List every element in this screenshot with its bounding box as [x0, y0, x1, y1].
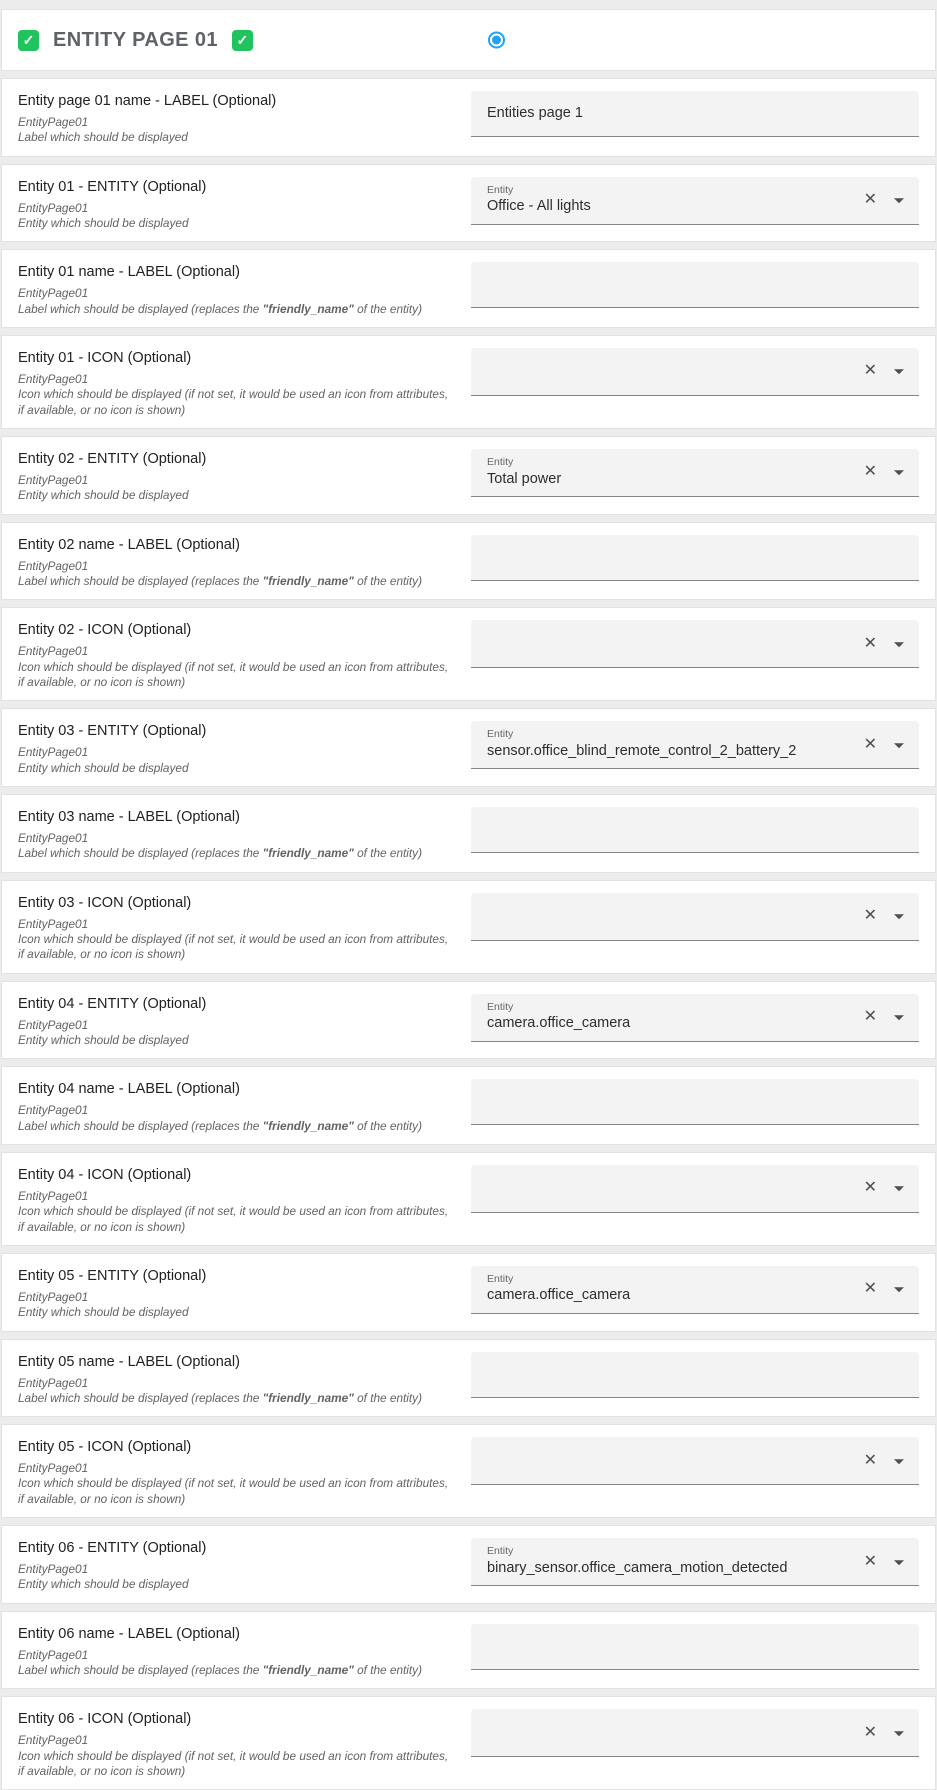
label-input[interactable] — [471, 262, 919, 308]
field-title: Entity 06 name - LABEL (Optional) — [18, 1625, 240, 1642]
dropdown-arrow-icon[interactable] — [894, 1560, 904, 1565]
field-description: Entity which should be displayed — [18, 1577, 189, 1592]
row-control — [471, 620, 919, 690]
row-info — [18, 1624, 471, 1679]
clear-icon[interactable]: ✕ — [863, 1280, 877, 1298]
row-entity03-entity — [1, 708, 936, 787]
field-key: EntityPage01 — [18, 371, 89, 386]
input-value — [487, 821, 849, 838]
row-info — [18, 1538, 471, 1593]
input-value — [487, 1638, 849, 1655]
row-info — [18, 1352, 471, 1407]
row-info — [18, 91, 471, 146]
clear-icon[interactable]: ✕ — [863, 1723, 877, 1741]
selected-entity: sensor.office_blind_remote_control_2_battery_2 — [487, 742, 797, 759]
row-entity06-name-label — [1, 1611, 936, 1690]
field-key: EntityPage01 — [18, 1461, 89, 1476]
check-icon: ✓ — [22, 32, 35, 48]
entity-select[interactable] — [471, 1266, 919, 1314]
page-title: ENTITY PAGE 01 — [53, 28, 218, 51]
entity-select[interactable] — [471, 1538, 919, 1586]
row-info — [18, 262, 471, 317]
clear-icon[interactable]: ✕ — [863, 1008, 877, 1026]
page-radio-button[interactable] — [488, 32, 505, 49]
label-input[interactable] — [471, 1352, 919, 1398]
row-info — [18, 721, 471, 776]
clear-icon[interactable]: ✕ — [863, 463, 877, 481]
field-key: EntityPage01 — [18, 472, 89, 487]
dropdown-arrow-icon[interactable] — [894, 471, 904, 476]
field-description: Label which should be displayed (replaces the "friendly_name" of the entity) — [18, 1118, 423, 1133]
row-info — [18, 1079, 471, 1134]
field-key: EntityPage01 — [18, 1289, 89, 1304]
row-info — [18, 893, 471, 963]
page-name-input[interactable] — [471, 91, 919, 137]
clear-icon[interactable]: ✕ — [863, 1179, 877, 1197]
clear-icon[interactable]: ✕ — [863, 907, 877, 925]
field-description: Icon which should be displayed (if not set, it would be used an icon from attributes, if available, or no icon is shown) — [18, 1204, 449, 1234]
row-control — [471, 262, 919, 317]
field-title: Entity 04 - ENTITY (Optional) — [18, 995, 207, 1012]
field-key: EntityPage01 — [18, 286, 89, 301]
clear-icon[interactable]: ✕ — [863, 362, 877, 380]
field-description: Label which should be displayed (replaces the "friendly_name" of the entity) — [18, 846, 423, 861]
field-title: Entity 01 name - LABEL (Optional) — [18, 264, 240, 281]
clear-icon[interactable]: ✕ — [863, 735, 877, 753]
selected-entity: Total power — [487, 470, 562, 487]
field-description: Label which should be displayed (replaces the "friendly_name" of the entity) — [18, 1663, 423, 1678]
dropdown-arrow-icon[interactable] — [894, 370, 904, 375]
icon-select[interactable] — [471, 1165, 919, 1213]
page-secondary-checkbox[interactable] — [232, 30, 253, 51]
icon-select[interactable] — [471, 893, 919, 941]
input-value — [487, 1366, 849, 1383]
row-info — [18, 449, 471, 504]
clear-icon[interactable]: ✕ — [863, 191, 877, 209]
row-entity05-icon — [1, 1424, 936, 1518]
field-floating-label: Entity — [487, 1272, 514, 1285]
dropdown-arrow-icon[interactable] — [894, 642, 904, 647]
check-icon: ✓ — [236, 32, 249, 48]
row-entity03-name-label — [1, 794, 936, 873]
dropdown-arrow-icon[interactable] — [894, 1288, 904, 1293]
row-entity02-entity — [1, 436, 936, 515]
field-key: EntityPage01 — [18, 1375, 89, 1390]
dropdown-arrow-icon[interactable] — [894, 1015, 904, 1020]
icon-select[interactable] — [471, 620, 919, 668]
row-control — [471, 1624, 919, 1679]
entity-select[interactable] — [471, 994, 919, 1042]
field-key: EntityPage01 — [18, 200, 89, 215]
field-description: Icon which should be displayed (if not set, it would be used an icon from attributes, if available, or no icon is shown) — [18, 387, 449, 417]
field-description: Entity which should be displayed — [18, 1305, 189, 1320]
field-key: EntityPage01 — [18, 745, 89, 760]
row-info — [18, 1165, 471, 1235]
row-control — [471, 1165, 919, 1235]
field-description: Label which should be displayed — [18, 130, 188, 145]
row-info — [18, 348, 471, 418]
row-control — [471, 348, 919, 418]
field-floating-label: Entity — [487, 1000, 514, 1013]
field-title: Entity 01 - ICON (Optional) — [18, 349, 192, 366]
dropdown-arrow-icon[interactable] — [894, 1731, 904, 1736]
row-control — [471, 1266, 919, 1321]
radio-dot-icon — [492, 36, 501, 45]
input-value — [487, 549, 849, 566]
field-title: Entity 04 - ICON (Optional) — [18, 1166, 192, 1183]
row-entity04-name-label — [1, 1066, 936, 1145]
field-description: Icon which should be displayed (if not set, it would be used an icon from attributes, if available, or no icon is shown) — [18, 1748, 449, 1779]
field-title: Entity 05 name - LABEL (Optional) — [18, 1353, 240, 1370]
entity-select[interactable] — [471, 177, 919, 225]
field-title: Entity 03 name - LABEL (Optional) — [18, 808, 240, 825]
field-key: EntityPage01 — [18, 1103, 89, 1118]
field-title: Entity 02 - ENTITY (Optional) — [18, 450, 207, 467]
row-page-name-label — [1, 78, 936, 157]
row-control — [471, 1709, 919, 1779]
page-header — [1, 9, 936, 71]
field-description: Icon which should be displayed (if not set, it would be used an icon from attributes, if available, or no icon is shown) — [18, 659, 449, 689]
row-control — [471, 893, 919, 963]
field-title: Entity 03 - ICON (Optional) — [18, 894, 192, 911]
row-info — [18, 994, 471, 1049]
row-control — [471, 535, 919, 590]
row-entity06-entity — [1, 1525, 936, 1604]
row-control — [471, 1437, 919, 1507]
field-description: Entity which should be displayed — [18, 215, 189, 230]
dropdown-arrow-icon[interactable] — [894, 914, 904, 919]
field-floating-label: Entity — [487, 456, 514, 468]
selected-entity: Office - All lights — [487, 198, 591, 215]
input-value: Entities page 1 — [487, 104, 583, 121]
row-info — [18, 1709, 471, 1779]
row-control — [471, 177, 919, 232]
selected-entity: camera.office_camera — [487, 1287, 631, 1304]
row-info — [18, 535, 471, 590]
field-floating-label: Entity — [487, 183, 514, 196]
row-entity02-name-label — [1, 522, 936, 601]
label-input[interactable] — [471, 807, 919, 853]
icon-select[interactable] — [471, 1437, 919, 1485]
field-key: EntityPage01 — [18, 830, 89, 845]
row-entity01-icon — [1, 335, 936, 429]
row-entity02-icon — [1, 607, 936, 701]
row-info — [18, 1437, 471, 1507]
row-entity03-icon — [1, 880, 936, 974]
row-entity05-entity — [1, 1253, 936, 1332]
label-input[interactable] — [471, 1079, 919, 1125]
dropdown-arrow-icon[interactable] — [894, 743, 904, 748]
page-enabled-checkbox[interactable] — [18, 30, 39, 51]
row-info — [18, 620, 471, 690]
dropdown-arrow-icon[interactable] — [894, 1187, 904, 1192]
label-input[interactable] — [471, 1624, 919, 1670]
clear-icon[interactable]: ✕ — [863, 1451, 877, 1469]
field-key: EntityPage01 — [18, 558, 89, 573]
field-key: EntityPage01 — [18, 1017, 89, 1032]
field-title: Entity 06 - ENTITY (Optional) — [18, 1540, 207, 1557]
dropdown-arrow-icon[interactable] — [894, 1459, 904, 1464]
label-input[interactable] — [471, 535, 919, 581]
field-title: Entity page 01 name - LABEL (Optional) — [18, 93, 277, 109]
row-control — [471, 449, 919, 504]
input-value — [487, 1093, 849, 1110]
row-control — [471, 994, 919, 1049]
entity-select[interactable] — [471, 449, 919, 497]
row-info — [18, 1266, 471, 1321]
input-value — [487, 276, 849, 293]
row-info — [18, 807, 471, 862]
field-description: Entity which should be displayed — [18, 760, 189, 775]
field-key: EntityPage01 — [18, 1647, 89, 1662]
field-description: Icon which should be displayed (if not set, it would be used an icon from attributes, if available, or no icon is shown) — [18, 1476, 449, 1506]
field-description: Label which should be displayed (replaces the "friendly_name" of the entity) — [18, 301, 423, 316]
field-title: Entity 03 - ENTITY (Optional) — [18, 723, 207, 740]
field-key: EntityPage01 — [18, 1188, 89, 1203]
field-description: Label which should be displayed (replaces the "friendly_name" of the entity) — [18, 573, 423, 588]
field-description: Icon which should be displayed (if not set, it would be used an icon from attributes, if available, or no icon is shown) — [18, 931, 449, 962]
field-key: EntityPage01 — [18, 644, 89, 659]
field-title: Entity 01 - ENTITY (Optional) — [18, 178, 207, 195]
field-title: Entity 04 name - LABEL (Optional) — [18, 1081, 240, 1098]
selected-entity: camera.office_camera — [487, 1015, 631, 1032]
entity-select[interactable] — [471, 721, 919, 769]
field-title: Entity 02 - ICON (Optional) — [18, 622, 192, 639]
field-description: Label which should be displayed (replaces the "friendly_name" of the entity) — [18, 1390, 423, 1405]
field-title: Entity 02 name - LABEL (Optional) — [18, 536, 240, 553]
row-entity05-name-label — [1, 1339, 936, 1418]
row-entity04-entity — [1, 981, 936, 1060]
row-entity06-icon — [1, 1696, 936, 1790]
dropdown-arrow-icon[interactable] — [894, 198, 904, 203]
field-description: Entity which should be displayed — [18, 488, 189, 503]
field-title: Entity 05 - ENTITY (Optional) — [18, 1267, 207, 1284]
field-key: EntityPage01 — [18, 916, 89, 931]
field-description: Entity which should be displayed — [18, 1032, 189, 1047]
clear-icon[interactable]: ✕ — [863, 634, 877, 652]
row-control — [471, 721, 919, 776]
field-title: Entity 06 - ICON (Optional) — [18, 1711, 192, 1728]
row-control — [471, 1079, 919, 1134]
row-control — [471, 807, 919, 862]
row-control — [471, 1352, 919, 1407]
field-key: EntityPage01 — [18, 115, 89, 129]
icon-select[interactable] — [471, 1709, 919, 1757]
row-control — [471, 1538, 919, 1593]
row-entity04-icon — [1, 1152, 936, 1246]
icon-select[interactable] — [471, 348, 919, 396]
row-entity01-entity — [1, 164, 936, 243]
field-title: Entity 05 - ICON (Optional) — [18, 1439, 192, 1456]
selected-entity: binary_sensor.office_camera_motion_detected — [487, 1559, 788, 1576]
row-entity01-name-label — [1, 249, 936, 328]
field-key: EntityPage01 — [18, 1733, 89, 1748]
row-control — [471, 91, 919, 146]
row-info — [18, 177, 471, 232]
field-floating-label: Entity — [487, 728, 514, 741]
field-key: EntityPage01 — [18, 1562, 89, 1577]
clear-icon[interactable]: ✕ — [863, 1552, 877, 1570]
field-floating-label: Entity — [487, 1545, 514, 1558]
